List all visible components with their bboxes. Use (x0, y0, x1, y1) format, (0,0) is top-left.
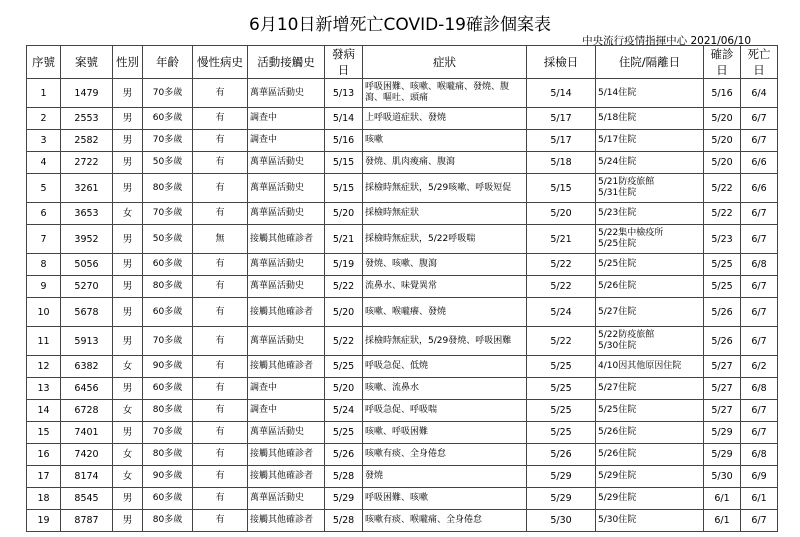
onset-date-cell: 5/21 (325, 225, 363, 254)
table-row (27, 225, 778, 254)
case-number: 7401 (61, 422, 113, 444)
sampling-date-cell: 5/26 (527, 444, 596, 466)
confirmed-date-cell: 5/27 (704, 378, 741, 400)
sampling-date-cell: 5/22 (527, 327, 596, 356)
hospitalization-cell: 5/26住院 (596, 276, 704, 298)
onset-date-cell: 5/13 (325, 79, 363, 108)
death-date-cell: 6/1 (741, 488, 778, 510)
chronic-disease-cell: 有 (193, 152, 248, 174)
confirmed-date-cell: 5/25 (704, 254, 741, 276)
case-number: 6382 (61, 356, 113, 378)
death-date-cell: 6/7 (741, 108, 778, 130)
sampling-date-cell: 5/22 (527, 254, 596, 276)
symptoms-cell: 咳嗽有痰、全身倦怠 (363, 444, 527, 466)
contact-history-cell: 接觸其他確診者 (248, 356, 325, 378)
sampling-date-cell: 5/24 (527, 298, 596, 327)
sex-cell: 女 (113, 444, 143, 466)
confirmed-date-cell: 5/25 (704, 276, 741, 298)
age-cell: 90多歲 (143, 466, 193, 488)
chronic-disease-cell: 有 (193, 174, 248, 203)
age-cell: 80多歲 (143, 400, 193, 422)
onset-date-cell: 5/16 (325, 130, 363, 152)
sampling-date-cell: 5/25 (527, 422, 596, 444)
symptoms-cell: 發燒、肌肉痠痛、腹瀉 (363, 152, 527, 174)
table-row (27, 378, 778, 400)
onset-date-cell: 5/15 (325, 152, 363, 174)
sex-cell: 男 (113, 108, 143, 130)
chronic-disease-cell: 有 (193, 130, 248, 152)
death-date-cell: 6/4 (741, 79, 778, 108)
contact-history-cell: 接觸其他確診者 (248, 225, 325, 254)
symptoms-cell: 採檢時無症狀，5/22呼吸喘 (363, 225, 527, 254)
contact-history-cell: 萬華區活動史 (248, 422, 325, 444)
case-number: 5056 (61, 254, 113, 276)
symptoms-cell: 發燒、咳嗽、腹瀉 (363, 254, 527, 276)
sampling-date-cell: 5/21 (527, 225, 596, 254)
column-header: 症狀 (363, 46, 527, 79)
symptoms-cell: 採檢時無症狀 (363, 203, 527, 225)
case-number: 3261 (61, 174, 113, 203)
chronic-disease-cell: 有 (193, 378, 248, 400)
chronic-disease-cell: 有 (193, 276, 248, 298)
confirmed-date-cell: 5/30 (704, 466, 741, 488)
case-number: 5270 (61, 276, 113, 298)
hospitalization-cell: 4/10因其他原因住院 (596, 356, 704, 378)
death-date-cell: 6/7 (741, 276, 778, 298)
confirmed-date-cell: 5/29 (704, 422, 741, 444)
sex-cell: 男 (113, 152, 143, 174)
chronic-disease-cell: 有 (193, 327, 248, 356)
contact-history-cell: 萬華區活動史 (248, 79, 325, 108)
table-row (27, 130, 778, 152)
chronic-disease-cell: 無 (193, 225, 248, 254)
page-subtitle: 中央流行疫情指揮中心 2021/06/10 (582, 35, 751, 47)
hospitalization-cell: 5/25住院 (596, 400, 704, 422)
death-date-cell: 6/9 (741, 466, 778, 488)
sex-cell: 女 (113, 203, 143, 225)
symptoms-cell: 呼吸困難、咳嗽、喉嚨痛、發燒、腹瀉、嘔吐、頭痛 (363, 79, 527, 108)
row-number: 9 (27, 276, 61, 298)
row-number: 19 (27, 510, 61, 532)
onset-date-cell: 5/20 (325, 203, 363, 225)
hospitalization-cell: 5/30住院 (596, 510, 704, 532)
table-row (27, 422, 778, 444)
contact-history-cell: 調查中 (248, 400, 325, 422)
contact-history-cell: 萬華區活動史 (248, 203, 325, 225)
sex-cell: 女 (113, 400, 143, 422)
table-row (27, 298, 778, 327)
table-row (27, 108, 778, 130)
column-header: 死亡日 (741, 46, 778, 79)
hospitalization-cell: 5/27住院 (596, 298, 704, 327)
sex-cell: 男 (113, 298, 143, 327)
column-header: 確診日 (704, 46, 741, 79)
onset-date-cell: 5/20 (325, 298, 363, 327)
table-row (27, 327, 778, 356)
confirmed-date-cell: 5/22 (704, 203, 741, 225)
confirmed-date-cell: 5/22 (704, 174, 741, 203)
age-cell: 70多歲 (143, 203, 193, 225)
column-header: 住院/隔離日 (596, 46, 704, 79)
table-row (27, 79, 778, 108)
hospitalization-cell: 5/21防疫旅館 5/31住院 (596, 174, 704, 203)
onset-date-cell: 5/26 (325, 444, 363, 466)
case-number: 8787 (61, 510, 113, 532)
column-header: 發病日 (325, 46, 363, 79)
hospitalization-cell: 5/27住院 (596, 378, 704, 400)
age-cell: 80多歲 (143, 444, 193, 466)
table-row (27, 276, 778, 298)
symptoms-cell: 咳嗽、呼吸困難 (363, 422, 527, 444)
confirmed-date-cell: 5/20 (704, 108, 741, 130)
age-cell: 80多歲 (143, 276, 193, 298)
age-cell: 80多歲 (143, 510, 193, 532)
column-header: 慢性病史 (193, 46, 248, 79)
death-date-cell: 6/6 (741, 152, 778, 174)
onset-date-cell: 5/29 (325, 488, 363, 510)
column-header: 序號 (27, 46, 61, 79)
confirmed-date-cell: 6/1 (704, 488, 741, 510)
death-date-cell: 6/8 (741, 378, 778, 400)
symptoms-cell: 呼吸急促、呼吸喘 (363, 400, 527, 422)
confirmed-date-cell: 5/29 (704, 444, 741, 466)
sex-cell: 男 (113, 174, 143, 203)
confirmed-date-cell: 5/20 (704, 152, 741, 174)
row-number: 3 (27, 130, 61, 152)
table-row (27, 254, 778, 276)
sampling-date-cell: 5/20 (527, 203, 596, 225)
age-cell: 70多歲 (143, 79, 193, 108)
age-cell: 50多歲 (143, 152, 193, 174)
contact-history-cell: 萬華區活動史 (248, 174, 325, 203)
sampling-date-cell: 5/30 (527, 510, 596, 532)
hospitalization-cell: 5/29住院 (596, 488, 704, 510)
hospitalization-cell: 5/22集中檢疫所 5/25住院 (596, 225, 704, 254)
sex-cell: 女 (113, 356, 143, 378)
death-date-cell: 6/7 (741, 298, 778, 327)
case-number: 2553 (61, 108, 113, 130)
case-number: 2582 (61, 130, 113, 152)
row-number: 13 (27, 378, 61, 400)
column-header: 性別 (113, 46, 143, 79)
chronic-disease-cell: 有 (193, 422, 248, 444)
onset-date-cell: 5/19 (325, 254, 363, 276)
onset-date-cell: 5/25 (325, 422, 363, 444)
confirmed-date-cell: 6/1 (704, 510, 741, 532)
case-number: 5913 (61, 327, 113, 356)
hospitalization-cell: 5/18住院 (596, 108, 704, 130)
row-number: 1 (27, 79, 61, 108)
row-number: 11 (27, 327, 61, 356)
sex-cell: 男 (113, 79, 143, 108)
confirmed-date-cell: 5/27 (704, 356, 741, 378)
onset-date-cell: 5/15 (325, 174, 363, 203)
case-number: 6456 (61, 378, 113, 400)
hospitalization-cell: 5/23住院 (596, 203, 704, 225)
symptoms-cell: 咳嗽、流鼻水 (363, 378, 527, 400)
hospitalization-cell: 5/24住院 (596, 152, 704, 174)
onset-date-cell: 5/24 (325, 400, 363, 422)
hospitalization-cell: 5/25住院 (596, 254, 704, 276)
age-cell: 50多歲 (143, 225, 193, 254)
row-number: 7 (27, 225, 61, 254)
age-cell: 80多歲 (143, 174, 193, 203)
death-date-cell: 6/7 (741, 400, 778, 422)
chronic-disease-cell: 有 (193, 108, 248, 130)
sampling-date-cell: 5/25 (527, 378, 596, 400)
sampling-date-cell: 5/25 (527, 356, 596, 378)
contact-history-cell: 調查中 (248, 130, 325, 152)
age-cell: 70多歲 (143, 130, 193, 152)
sex-cell: 男 (113, 378, 143, 400)
contact-history-cell: 萬華區活動史 (248, 327, 325, 356)
contact-history-cell: 萬華區活動史 (248, 276, 325, 298)
chronic-disease-cell: 有 (193, 466, 248, 488)
contact-history-cell: 萬華區活動史 (248, 488, 325, 510)
column-header: 採檢日 (527, 46, 596, 79)
chronic-disease-cell: 有 (193, 444, 248, 466)
case-number: 8545 (61, 488, 113, 510)
age-cell: 60多歲 (143, 298, 193, 327)
sampling-date-cell: 5/29 (527, 466, 596, 488)
case-number: 3952 (61, 225, 113, 254)
chronic-disease-cell: 有 (193, 356, 248, 378)
column-header: 年齡 (143, 46, 193, 79)
sex-cell: 男 (113, 422, 143, 444)
row-number: 12 (27, 356, 61, 378)
case-number: 6728 (61, 400, 113, 422)
sampling-date-cell: 5/17 (527, 130, 596, 152)
sampling-date-cell: 5/22 (527, 276, 596, 298)
case-number: 1479 (61, 79, 113, 108)
age-cell: 60多歲 (143, 108, 193, 130)
hospitalization-cell: 5/29住院 (596, 466, 704, 488)
case-number: 8174 (61, 466, 113, 488)
sex-cell: 男 (113, 254, 143, 276)
sampling-date-cell: 5/15 (527, 174, 596, 203)
table-row (27, 488, 778, 510)
case-number: 3653 (61, 203, 113, 225)
confirmed-date-cell: 5/27 (704, 400, 741, 422)
table-row (27, 203, 778, 225)
contact-history-cell: 接觸其他確診者 (248, 510, 325, 532)
row-number: 16 (27, 444, 61, 466)
sex-cell: 男 (113, 327, 143, 356)
sex-cell: 男 (113, 488, 143, 510)
contact-history-cell: 接觸其他確診者 (248, 466, 325, 488)
chronic-disease-cell: 有 (193, 510, 248, 532)
confirmed-date-cell: 5/16 (704, 79, 741, 108)
death-date-cell: 6/7 (741, 510, 778, 532)
onset-date-cell: 5/20 (325, 378, 363, 400)
sampling-date-cell: 5/14 (527, 79, 596, 108)
chronic-disease-cell: 有 (193, 203, 248, 225)
sex-cell: 男 (113, 276, 143, 298)
confirmed-date-cell: 5/23 (704, 225, 741, 254)
symptoms-cell: 咳嗽 (363, 130, 527, 152)
sampling-date-cell: 5/17 (527, 108, 596, 130)
row-number: 17 (27, 466, 61, 488)
case-number: 7420 (61, 444, 113, 466)
onset-date-cell: 5/28 (325, 466, 363, 488)
row-number: 2 (27, 108, 61, 130)
hospitalization-cell: 5/26住院 (596, 422, 704, 444)
row-number: 8 (27, 254, 61, 276)
symptoms-cell: 流鼻水、味覺異常 (363, 276, 527, 298)
contact-history-cell: 萬華區活動史 (248, 254, 325, 276)
confirmed-date-cell: 5/26 (704, 327, 741, 356)
confirmed-date-cell: 5/26 (704, 298, 741, 327)
table-header-row (27, 46, 778, 79)
case-number: 5678 (61, 298, 113, 327)
sampling-date-cell: 5/25 (527, 400, 596, 422)
death-date-cell: 6/7 (741, 225, 778, 254)
contact-history-cell: 調查中 (248, 378, 325, 400)
death-date-cell: 6/8 (741, 444, 778, 466)
table-row (27, 356, 778, 378)
death-date-cell: 6/7 (741, 327, 778, 356)
symptoms-cell: 發燒 (363, 466, 527, 488)
hospitalization-cell: 5/17住院 (596, 130, 704, 152)
age-cell: 60多歲 (143, 254, 193, 276)
table-row (27, 174, 778, 203)
symptoms-cell: 上呼吸道症狀、發燒 (363, 108, 527, 130)
symptoms-cell: 採檢時無症狀，5/29咳嗽、呼吸短促 (363, 174, 527, 203)
chronic-disease-cell: 有 (193, 298, 248, 327)
symptoms-cell: 採檢時無症狀，5/29發燒、呼吸困難 (363, 327, 527, 356)
row-number: 18 (27, 488, 61, 510)
chronic-disease-cell: 有 (193, 400, 248, 422)
onset-date-cell: 5/25 (325, 356, 363, 378)
death-date-cell: 6/7 (741, 130, 778, 152)
sex-cell: 男 (113, 510, 143, 532)
chronic-disease-cell: 有 (193, 254, 248, 276)
hospitalization-cell: 5/22防疫旅館 5/30住院 (596, 327, 704, 356)
row-number: 14 (27, 400, 61, 422)
onset-date-cell: 5/22 (325, 327, 363, 356)
death-date-cell: 6/8 (741, 254, 778, 276)
case-table (26, 45, 778, 532)
sex-cell: 男 (113, 225, 143, 254)
contact-history-cell: 接觸其他確診者 (248, 298, 325, 327)
table-row (27, 510, 778, 532)
death-date-cell: 6/7 (741, 203, 778, 225)
onset-date-cell: 5/28 (325, 510, 363, 532)
age-cell: 70多歲 (143, 327, 193, 356)
column-header: 案號 (61, 46, 113, 79)
contact-history-cell: 萬華區活動史 (248, 152, 325, 174)
symptoms-cell: 呼吸困難、咳嗽 (363, 488, 527, 510)
sex-cell: 女 (113, 466, 143, 488)
death-date-cell: 6/6 (741, 174, 778, 203)
age-cell: 60多歲 (143, 488, 193, 510)
table-row (27, 152, 778, 174)
age-cell: 90多歲 (143, 356, 193, 378)
table-row (27, 400, 778, 422)
row-number: 5 (27, 174, 61, 203)
symptoms-cell: 咳嗽有痰、喉嚨痛、全身倦怠 (363, 510, 527, 532)
sex-cell: 男 (113, 130, 143, 152)
sampling-date-cell: 5/29 (527, 488, 596, 510)
age-cell: 60多歲 (143, 378, 193, 400)
death-date-cell: 6/7 (741, 422, 778, 444)
row-number: 10 (27, 298, 61, 327)
onset-date-cell: 5/22 (325, 276, 363, 298)
case-number: 2722 (61, 152, 113, 174)
table-row (27, 466, 778, 488)
onset-date-cell: 5/14 (325, 108, 363, 130)
age-cell: 70多歲 (143, 422, 193, 444)
death-date-cell: 6/2 (741, 356, 778, 378)
row-number: 4 (27, 152, 61, 174)
table-row (27, 444, 778, 466)
hospitalization-cell: 5/26住院 (596, 444, 704, 466)
symptoms-cell: 咳嗽、喉嚨癢、發燒 (363, 298, 527, 327)
contact-history-cell: 接觸其他確診者 (248, 444, 325, 466)
confirmed-date-cell: 5/20 (704, 130, 741, 152)
chronic-disease-cell: 有 (193, 488, 248, 510)
row-number: 6 (27, 203, 61, 225)
row-number: 15 (27, 422, 61, 444)
page-title: 6月10日新增死亡COVID-19確診個案表 (249, 15, 551, 35)
sampling-date-cell: 5/18 (527, 152, 596, 174)
hospitalization-cell: 5/14住院 (596, 79, 704, 108)
symptoms-cell: 呼吸急促、低燒 (363, 356, 527, 378)
contact-history-cell: 調查中 (248, 108, 325, 130)
chronic-disease-cell: 有 (193, 79, 248, 108)
column-header: 活動接觸史 (248, 46, 325, 79)
